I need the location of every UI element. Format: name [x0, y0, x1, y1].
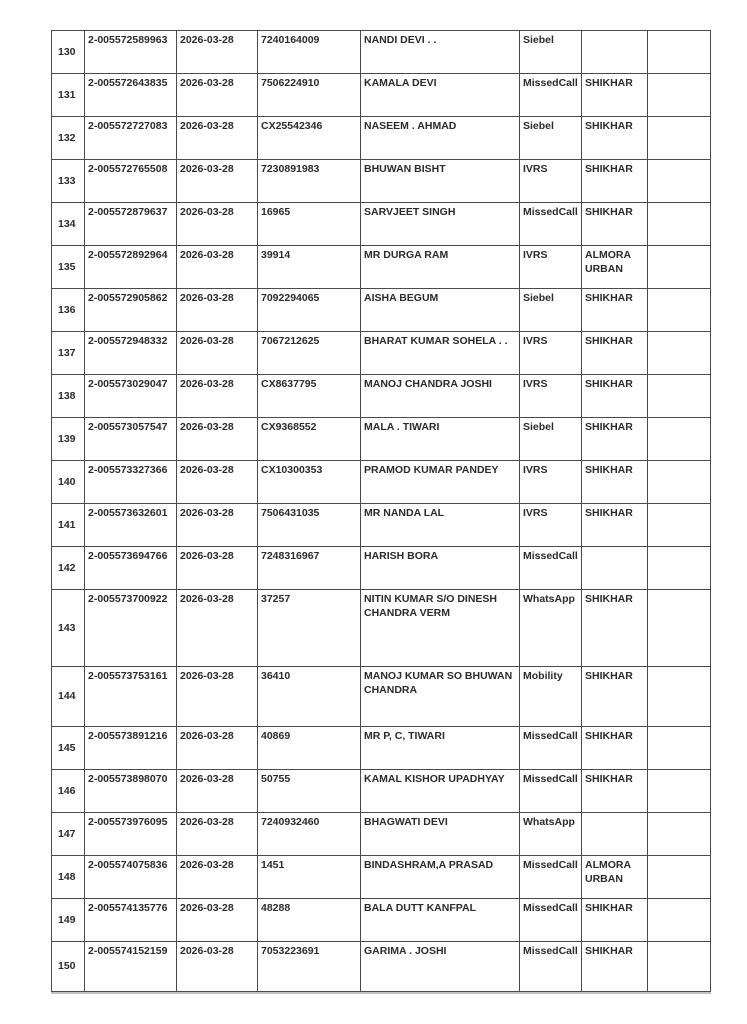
- record-id-cell: 2-005573632601: [85, 504, 177, 547]
- channel-cell: Siebel: [520, 117, 582, 160]
- date-cell: 2026-03-28: [177, 667, 258, 727]
- date-cell: 2026-03-28: [177, 899, 258, 942]
- date-cell: 2026-03-28: [177, 590, 258, 667]
- record-id-cell: 2-005572905862: [85, 289, 177, 332]
- empty-cell: [648, 160, 711, 203]
- channel-cell: WhatsApp: [520, 590, 582, 667]
- contact-cell: 7506224910: [258, 74, 361, 117]
- table-row: [52, 246, 711, 289]
- record-id-cell: 2-005573898070: [85, 770, 177, 813]
- channel-cell: MissedCall: [520, 203, 582, 246]
- location-cell: ALMORA URBAN: [582, 246, 648, 289]
- record-id-cell: 2-005574135776: [85, 899, 177, 942]
- location-cell: SHIKHAR: [582, 117, 648, 160]
- name-cell: MANOJ CHANDRA JOSHI: [361, 375, 520, 418]
- channel-cell: Siebel: [520, 289, 582, 332]
- table-row: [52, 770, 711, 813]
- contact-cell: 7067212625: [258, 332, 361, 375]
- name-cell: NANDI DEVI . .: [361, 31, 520, 74]
- location-cell: SHIKHAR: [582, 418, 648, 461]
- date-cell: 2026-03-28: [177, 727, 258, 770]
- contact-cell: 36410: [258, 667, 361, 727]
- location-cell: ALMORA URBAN: [582, 856, 648, 899]
- location-cell: SHIKHAR: [582, 332, 648, 375]
- row-number-cell: 132: [52, 117, 85, 160]
- row-number-cell: 131: [52, 74, 85, 117]
- row-number-cell: 133: [52, 160, 85, 203]
- name-cell: NITIN KUMAR S/O DINESH CHANDRA VERM: [361, 590, 520, 667]
- empty-cell: [648, 899, 711, 942]
- contact-cell: 1451: [258, 856, 361, 899]
- name-cell: MR NANDA LAL: [361, 504, 520, 547]
- row-number-cell: 147: [52, 813, 85, 856]
- row-number-cell: 135: [52, 246, 85, 289]
- channel-cell: Siebel: [520, 418, 582, 461]
- name-cell: MANOJ KUMAR SO BHUWAN CHANDRA: [361, 667, 520, 727]
- name-cell: PRAMOD KUMAR PANDEY: [361, 461, 520, 504]
- channel-cell: MissedCall: [520, 856, 582, 899]
- record-id-cell: 2-005572589963: [85, 31, 177, 74]
- channel-cell: MissedCall: [520, 770, 582, 813]
- channel-cell: MissedCall: [520, 899, 582, 942]
- table-row: [52, 461, 711, 504]
- channel-cell: MissedCall: [520, 942, 582, 992]
- name-cell: AISHA BEGUM: [361, 289, 520, 332]
- row-number-cell: 139: [52, 418, 85, 461]
- empty-cell: [648, 418, 711, 461]
- record-id-cell: 2-005573694766: [85, 547, 177, 590]
- location-cell: SHIKHAR: [582, 160, 648, 203]
- channel-cell: Siebel: [520, 31, 582, 74]
- record-id-cell: 2-005573976095: [85, 813, 177, 856]
- contact-cell: 7240932460: [258, 813, 361, 856]
- channel-cell: MissedCall: [520, 727, 582, 770]
- table-row: [52, 942, 711, 992]
- contact-cell: 7240164009: [258, 31, 361, 74]
- table-row: [52, 31, 711, 74]
- channel-cell: MissedCall: [520, 547, 582, 590]
- location-cell: [582, 813, 648, 856]
- table-row: [52, 375, 711, 418]
- empty-cell: [648, 547, 711, 590]
- name-cell: KAMAL KISHOR UPADHYAY: [361, 770, 520, 813]
- record-id-cell: 2-005573057547: [85, 418, 177, 461]
- name-cell: BINDASHRAM,A PRASAD: [361, 856, 520, 899]
- empty-cell: [648, 332, 711, 375]
- empty-cell: [648, 375, 711, 418]
- channel-cell: IVRS: [520, 160, 582, 203]
- location-cell: [582, 31, 648, 74]
- location-cell: SHIKHAR: [582, 461, 648, 504]
- table-row: [52, 727, 711, 770]
- channel-cell: IVRS: [520, 332, 582, 375]
- record-id-cell: 2-005574075836: [85, 856, 177, 899]
- date-cell: 2026-03-28: [177, 160, 258, 203]
- empty-cell: [648, 770, 711, 813]
- empty-cell: [648, 117, 711, 160]
- table-row: [52, 332, 711, 375]
- channel-cell: IVRS: [520, 504, 582, 547]
- empty-cell: [648, 203, 711, 246]
- record-id-cell: 2-005572879637: [85, 203, 177, 246]
- row-number-cell: 141: [52, 504, 85, 547]
- record-id-cell: 2-005572892964: [85, 246, 177, 289]
- location-cell: SHIKHAR: [582, 289, 648, 332]
- date-cell: 2026-03-28: [177, 74, 258, 117]
- row-number-cell: 146: [52, 770, 85, 813]
- empty-cell: [648, 667, 711, 727]
- row-number-cell: 142: [52, 547, 85, 590]
- table-row: [52, 160, 711, 203]
- row-number-cell: 148: [52, 856, 85, 899]
- row-number-cell: 138: [52, 375, 85, 418]
- empty-cell: [648, 246, 711, 289]
- date-cell: 2026-03-28: [177, 375, 258, 418]
- table-row: [52, 504, 711, 547]
- name-cell: BHUWAN BISHT: [361, 160, 520, 203]
- row-number-cell: 150: [52, 942, 85, 992]
- row-number-cell: 137: [52, 332, 85, 375]
- location-cell: SHIKHAR: [582, 74, 648, 117]
- name-cell: KAMALA DEVI: [361, 74, 520, 117]
- date-cell: 2026-03-28: [177, 547, 258, 590]
- location-cell: SHIKHAR: [582, 203, 648, 246]
- contact-cell: 7230891983: [258, 160, 361, 203]
- row-number-cell: 136: [52, 289, 85, 332]
- date-cell: 2026-03-28: [177, 203, 258, 246]
- record-id-cell: 2-005573700922: [85, 590, 177, 667]
- date-cell: 2026-03-28: [177, 117, 258, 160]
- channel-cell: IVRS: [520, 461, 582, 504]
- record-id-cell: 2-005573891216: [85, 727, 177, 770]
- row-number-cell: 144: [52, 667, 85, 727]
- name-cell: MR DURGA RAM: [361, 246, 520, 289]
- row-number-cell: 134: [52, 203, 85, 246]
- date-cell: 2026-03-28: [177, 246, 258, 289]
- table-row: [52, 117, 711, 160]
- contact-cell: CX25542346: [258, 117, 361, 160]
- contact-cell: CX10300353: [258, 461, 361, 504]
- empty-cell: [648, 590, 711, 667]
- table-row: [52, 74, 711, 117]
- records-table: [51, 30, 711, 992]
- contact-cell: 39914: [258, 246, 361, 289]
- empty-cell: [648, 813, 711, 856]
- empty-cell: [648, 31, 711, 74]
- location-cell: SHIKHAR: [582, 899, 648, 942]
- record-id-cell: 2-005574152159: [85, 942, 177, 992]
- name-cell: MR P, C, TIWARI: [361, 727, 520, 770]
- name-cell: SARVJEET SINGH: [361, 203, 520, 246]
- channel-cell: WhatsApp: [520, 813, 582, 856]
- contact-cell: 50755: [258, 770, 361, 813]
- name-cell: MALA . TIWARI: [361, 418, 520, 461]
- contact-cell: 48288: [258, 899, 361, 942]
- table-row: [52, 590, 711, 667]
- date-cell: 2026-03-28: [177, 461, 258, 504]
- contact-cell: 7506431035: [258, 504, 361, 547]
- location-cell: SHIKHAR: [582, 667, 648, 727]
- contact-cell: 16965: [258, 203, 361, 246]
- date-cell: 2026-03-28: [177, 504, 258, 547]
- contact-cell: 7092294065: [258, 289, 361, 332]
- empty-cell: [648, 289, 711, 332]
- table-row: [52, 667, 711, 727]
- empty-cell: [648, 856, 711, 899]
- table-row: [52, 813, 711, 856]
- date-cell: 2026-03-28: [177, 418, 258, 461]
- location-cell: SHIKHAR: [582, 590, 648, 667]
- empty-cell: [648, 942, 711, 992]
- date-cell: 2026-03-28: [177, 813, 258, 856]
- contact-cell: 7053223691: [258, 942, 361, 992]
- location-cell: [582, 547, 648, 590]
- record-id-cell: 2-005572727083: [85, 117, 177, 160]
- channel-cell: IVRS: [520, 375, 582, 418]
- name-cell: BHAGWATI DEVI: [361, 813, 520, 856]
- date-cell: 2026-03-28: [177, 770, 258, 813]
- empty-cell: [648, 727, 711, 770]
- contact-cell: 7248316967: [258, 547, 361, 590]
- contact-cell: CX9368552: [258, 418, 361, 461]
- date-cell: 2026-03-28: [177, 942, 258, 992]
- table-row: [52, 289, 711, 332]
- table-row: [52, 203, 711, 246]
- contact-cell: 37257: [258, 590, 361, 667]
- record-id-cell: 2-005573753161: [85, 667, 177, 727]
- location-cell: SHIKHAR: [582, 770, 648, 813]
- channel-cell: MissedCall: [520, 74, 582, 117]
- location-cell: SHIKHAR: [582, 942, 648, 992]
- record-id-cell: 2-005572948332: [85, 332, 177, 375]
- empty-cell: [648, 461, 711, 504]
- row-number-cell: 149: [52, 899, 85, 942]
- location-cell: SHIKHAR: [582, 504, 648, 547]
- table-row: [52, 899, 711, 942]
- table-row: [52, 418, 711, 461]
- record-id-cell: 2-005572643835: [85, 74, 177, 117]
- date-cell: 2026-03-28: [177, 332, 258, 375]
- record-id-cell: 2-005572765508: [85, 160, 177, 203]
- date-cell: 2026-03-28: [177, 856, 258, 899]
- channel-cell: Mobility: [520, 667, 582, 727]
- location-cell: SHIKHAR: [582, 727, 648, 770]
- empty-cell: [648, 74, 711, 117]
- row-number-cell: 140: [52, 461, 85, 504]
- record-id-cell: 2-005573029047: [85, 375, 177, 418]
- table-row: [52, 856, 711, 899]
- table-row: [52, 547, 711, 590]
- empty-cell: [648, 504, 711, 547]
- date-cell: 2026-03-28: [177, 289, 258, 332]
- channel-cell: IVRS: [520, 246, 582, 289]
- date-cell: 2026-03-28: [177, 31, 258, 74]
- row-number-cell: 143: [52, 590, 85, 667]
- location-cell: SHIKHAR: [582, 375, 648, 418]
- contact-cell: CX8637795: [258, 375, 361, 418]
- name-cell: BALA DUTT KANFPAL: [361, 899, 520, 942]
- name-cell: NASEEM . AHMAD: [361, 117, 520, 160]
- name-cell: GARIMA . JOSHI: [361, 942, 520, 992]
- name-cell: BHARAT KUMAR SOHELA . .: [361, 332, 520, 375]
- records-table-body: [52, 31, 711, 992]
- row-number-cell: 130: [52, 31, 85, 74]
- name-cell: HARISH BORA: [361, 547, 520, 590]
- row-number-cell: 145: [52, 727, 85, 770]
- record-id-cell: 2-005573327366: [85, 461, 177, 504]
- contact-cell: 40869: [258, 727, 361, 770]
